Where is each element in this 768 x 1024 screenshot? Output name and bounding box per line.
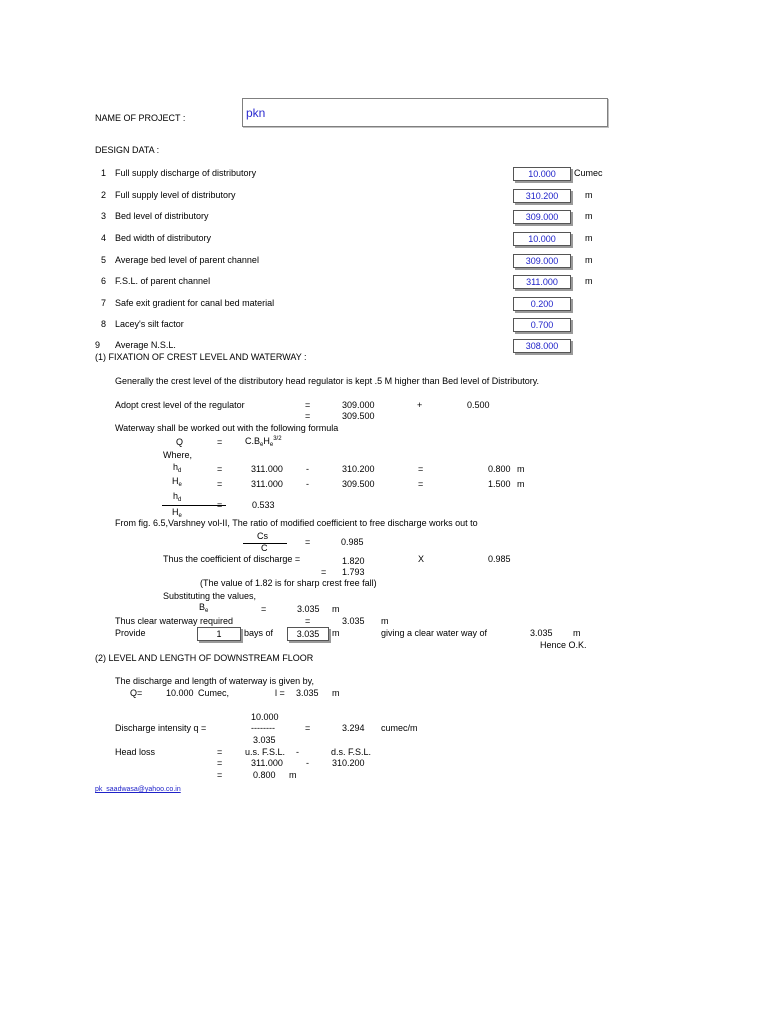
- unit-m: m: [289, 770, 297, 780]
- bays-of-label: bays of: [244, 628, 274, 638]
- equals: =: [217, 770, 223, 780]
- unit-m: m: [517, 464, 525, 474]
- head-loss-result: 0.800: [253, 770, 276, 780]
- input-bed-width[interactable]: 10.000: [513, 232, 571, 246]
- unit-m: m: [585, 211, 593, 221]
- item-num: 4: [100, 233, 106, 243]
- l-label: l =: [275, 688, 285, 698]
- he-symbol: $H_e$: [172, 476, 182, 488]
- adopt-value-2: 0.500: [467, 400, 490, 410]
- minus-sign: -: [306, 758, 309, 768]
- item-num: 2: [100, 190, 106, 200]
- unit-m: m: [332, 628, 340, 638]
- bays-count-input[interactable]: 1: [197, 627, 241, 641]
- giving-value: 3.035: [530, 628, 553, 638]
- equals: =: [217, 437, 223, 447]
- item-num: 7: [100, 298, 106, 308]
- item-label-discharge: Full supply discharge of distributory: [115, 168, 257, 178]
- email-link[interactable]: pk_saadwasa@yahoo.co.in: [95, 786, 181, 793]
- hd-symbol: $h_d$: [173, 462, 182, 474]
- input-parent-fsl[interactable]: 311.000: [513, 275, 571, 289]
- unit-m: m: [585, 276, 593, 286]
- item-label-exit-gradient: Safe exit gradient for canal bed material: [115, 298, 275, 308]
- input-average-nsl[interactable]: 308.000: [513, 339, 571, 353]
- equals: =: [217, 464, 223, 474]
- minus-sign: -: [306, 464, 309, 474]
- item-num: 9: [95, 340, 101, 350]
- clear-waterway-label: Thus clear waterway required: [115, 616, 234, 626]
- hence-ok: Hence O.K.: [540, 640, 587, 650]
- head-loss-label: Head loss: [115, 747, 156, 757]
- formula-q: Q: [176, 437, 184, 447]
- intensity-numerator: 10.000: [251, 712, 279, 722]
- equals: =: [305, 537, 311, 547]
- item-num: 3: [100, 211, 106, 221]
- design-data-heading: DESIGN DATA :: [95, 145, 160, 155]
- ratio-numerator: $h_d$: [173, 491, 182, 503]
- equals: =: [305, 616, 311, 626]
- equals: =: [418, 479, 424, 489]
- q-label: Q=: [130, 688, 143, 698]
- item-num: 1: [100, 168, 106, 178]
- formula-expression: $C.B_eH_e^{3/2}$: [245, 436, 282, 448]
- where-text: Where,: [163, 450, 193, 460]
- intensity-label: Discharge intensity q =: [115, 723, 207, 733]
- discharge-text: The discharge and length of waterway is given by,: [115, 676, 314, 686]
- equals: =: [305, 400, 311, 410]
- input-silt-factor[interactable]: 0.700: [513, 318, 571, 332]
- unit-m: m: [573, 628, 581, 638]
- head-loss-a: 311.000: [251, 758, 283, 768]
- adopt-value-1: 309.000: [342, 400, 375, 410]
- minus-sign: -: [296, 747, 299, 757]
- unit-m: m: [517, 479, 525, 489]
- cs-ratio-value: 0.985: [341, 537, 364, 547]
- item-num: 8: [100, 319, 106, 329]
- input-full-supply-discharge[interactable]: 10.000: [513, 167, 571, 181]
- section-2-heading: (2) LEVEL AND LENGTH OF DOWNSTREAM FLOOR: [95, 653, 314, 663]
- equals: =: [217, 758, 223, 768]
- hd-value-b: 310.200: [342, 464, 375, 474]
- unit-m: m: [585, 255, 593, 265]
- equals: =: [261, 604, 267, 614]
- head-loss-b: 310.200: [332, 758, 365, 768]
- item-label-bed-level: Bed level of distributory: [115, 211, 209, 221]
- project-name-value: pkn: [246, 106, 266, 120]
- be-value: 3.035: [297, 604, 320, 614]
- provide-label: Provide: [115, 628, 146, 638]
- adopt-result: 309.500: [342, 411, 375, 421]
- waterway-text: Waterway shall be worked out with the following formula: [115, 423, 339, 433]
- he-value-a: 311.000: [251, 479, 283, 489]
- input-exit-gradient[interactable]: 0.200: [513, 297, 571, 311]
- equals: =: [305, 723, 311, 733]
- he-value-b: 309.500: [342, 479, 375, 489]
- c-denominator: C: [261, 543, 268, 553]
- project-name-label: NAME OF PROJECT :: [95, 113, 186, 123]
- be-symbol: $B_e$: [199, 602, 209, 614]
- item-label-bed-width: Bed width of distributory: [115, 233, 212, 243]
- item-num: 5: [100, 255, 106, 265]
- equals: =: [418, 464, 424, 474]
- he-result: 1.500: [488, 479, 511, 489]
- equals: =: [321, 567, 327, 577]
- intensity-unit: cumec/m: [381, 723, 418, 733]
- ds-fsl-label: d.s. F.S.L.: [331, 747, 372, 757]
- equals: =: [217, 479, 223, 489]
- unit-cumec: Cumec: [574, 168, 603, 178]
- general-text: Generally the crest level of the distributory head regulator is kept .5 M higher than Bed level of Distributory.: [115, 376, 540, 386]
- giving-label: giving a clear water way of: [381, 628, 488, 638]
- ratio-denominator: $H_e$: [172, 507, 182, 519]
- item-label-parent-bed-level: Average bed level of parent channel: [115, 255, 259, 265]
- unit-m: m: [585, 233, 593, 243]
- minus-sign: -: [306, 479, 309, 489]
- clear-waterway-value: 3.035: [342, 616, 365, 626]
- q-value: 10.000: [166, 688, 194, 698]
- unit-m: m: [332, 688, 340, 698]
- section-1-heading: (1) FIXATION OF CREST LEVEL AND WATERWAY :: [95, 352, 307, 362]
- substituting-text: Substituting the values,: [163, 591, 257, 601]
- input-bed-level[interactable]: 309.000: [513, 210, 571, 224]
- adopt-crest-label: Adopt crest level of the regulator: [115, 400, 245, 410]
- intensity-denominator: 3.035: [253, 735, 276, 745]
- unit-m: m: [381, 616, 389, 626]
- unit-m: m: [585, 190, 593, 200]
- equals: =: [217, 747, 223, 757]
- l-value: 3.035: [296, 688, 319, 698]
- unit-m: m: [332, 604, 340, 614]
- multiply-sign: X: [418, 554, 425, 564]
- item-num: 6: [100, 276, 106, 286]
- coeff-b: 0.985: [488, 554, 511, 564]
- item-label-silt-factor: Lacey's silt factor: [115, 319, 184, 329]
- ratio-value: 0.533: [252, 500, 275, 510]
- us-fsl-label: u.s. F.S.L.: [245, 747, 286, 757]
- item-label-nsl: Average N.S.L.: [115, 340, 176, 350]
- hd-result: 0.800: [488, 464, 511, 474]
- input-full-supply-level[interactable]: 310.200: [513, 189, 571, 203]
- project-name-field[interactable]: [242, 98, 608, 127]
- coeff-result: 1.793: [342, 567, 365, 577]
- hd-value-a: 311.000: [251, 464, 283, 474]
- plus-sign: +: [417, 400, 423, 410]
- equals: =: [217, 500, 223, 510]
- fig-text: From fig. 6.5,Varshney vol-II, The ratio of modified coefficient to free discharge works out to: [115, 518, 478, 528]
- q-unit: Cumec,: [198, 688, 230, 698]
- item-label-fsl: Full supply level of distributory: [115, 190, 236, 200]
- input-parent-bed-level[interactable]: 309.000: [513, 254, 571, 268]
- coeff-a: 1.820: [342, 556, 365, 566]
- cs-numerator: Cs: [257, 531, 268, 541]
- coeff-label: Thus the coefficient of discharge =: [163, 554, 301, 564]
- item-label-parent-fsl: F.S.L. of parent channel: [115, 276, 211, 286]
- intensity-value: 3.294: [342, 723, 365, 733]
- intensity-dash: --------: [251, 723, 275, 733]
- note-text: (The value of 1.82 is for sharp crest free fall): [200, 578, 377, 588]
- bay-width-input[interactable]: 3.035: [287, 627, 329, 641]
- equals: =: [305, 411, 311, 421]
